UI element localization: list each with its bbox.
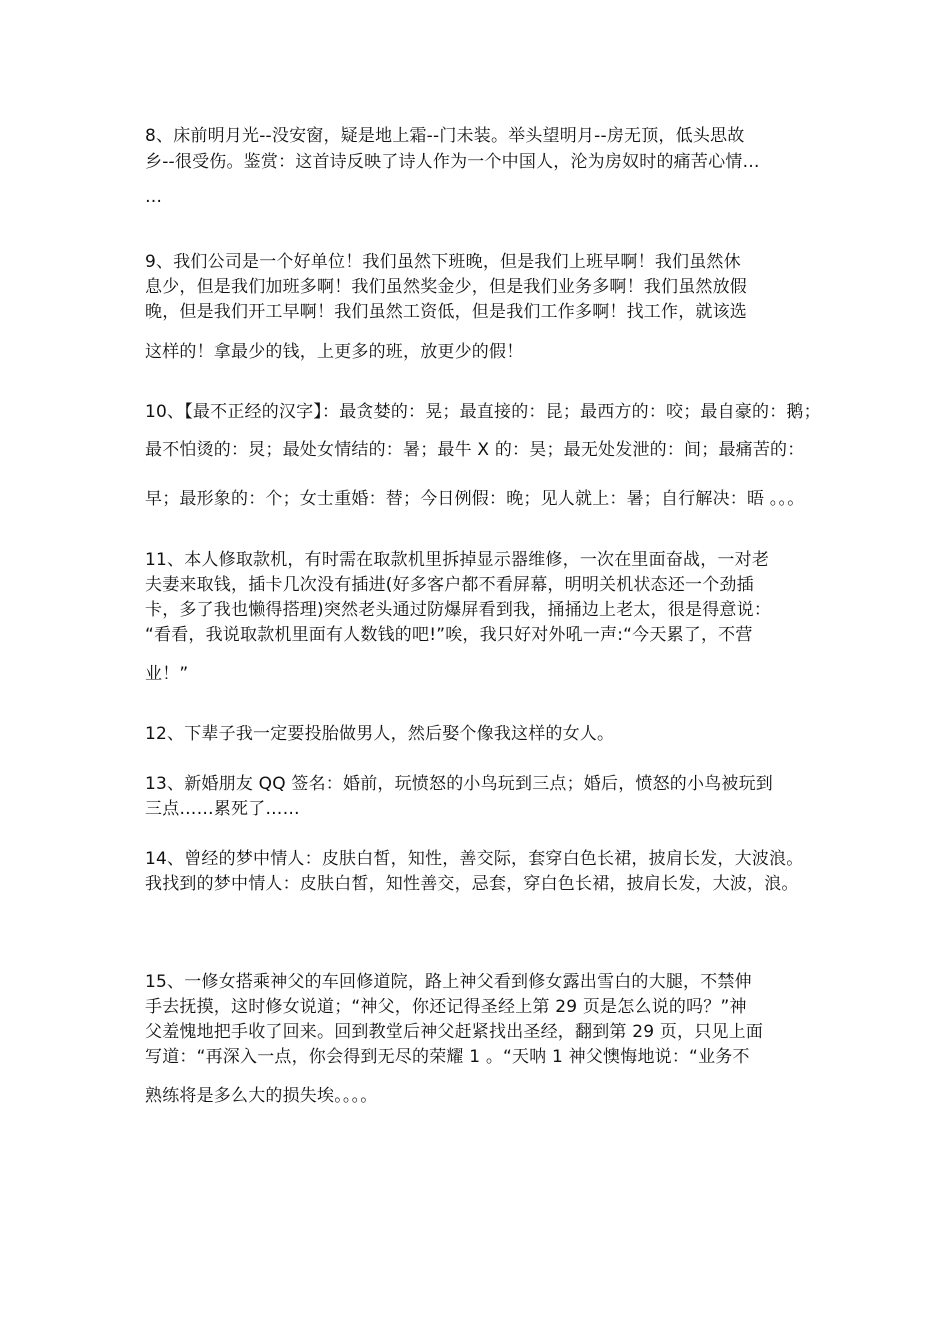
paragraph-line: 写道：“再深入一点，你会得到无尽的荣耀 1 。“天呐 1 神父懊悔地说：“业务不: [145, 1047, 750, 1067]
paragraph-line: 父羞愧地把手收了回来。回到教堂后神父赶紧找出圣经，翻到第 29 页，只见上面: [145, 1022, 764, 1042]
paragraph-line: 乡--很受伤。鉴赏：这首诗反映了诗人作为一个中国人，沦为房奴时的痛苦心情…: [145, 152, 760, 172]
paragraph-line: 15、一修女搭乘神父的车回修道院，路上神父看到修女露出雪白的大腿，不禁伸: [145, 972, 752, 992]
paragraph-line: 晚，但是我们开工早啊！我们虽然工资低，但是我们工作多啊！找工作，就该选: [145, 302, 747, 322]
paragraph-line: “看看，我说取款机里面有人数钱的吧!”唉，我只好对外吼一声:“今天累了，不营: [145, 625, 753, 645]
paragraph-line: 10、【最不正经的汉字】：最贪婪的：晃；最直接的：昆；最西方的：咬；最自豪的：鹅；: [145, 402, 821, 422]
paragraph-line: …: [145, 187, 163, 207]
paragraph-line: 最不怕烫的：炅；最处女情结的：暑；最牛 X 的：昊；最无处发泄的：间；最痛苦的：: [145, 440, 805, 460]
paragraph-line: 13、新婚朋友 QQ 签名：婚前，玩愤怒的小鸟玩到三点；婚后，愤怒的小鸟被玩到: [145, 774, 773, 794]
paragraph-line: 早；最形象的：个；女士重婚：替；今日例假：晚；见人就上：暑；自行解决：晤 。。。: [145, 489, 805, 509]
paragraph-line: 夫妻来取钱，插卡几次没有插进(好多客户都不看屏幕，明明关机状态还一个劲插: [145, 575, 754, 595]
paragraph-line: 11、本人修取款机，有时需在取款机里拆掉显示器维修，一次在里面奋战，一对老: [145, 550, 770, 570]
paragraph-line: 卡，多了我也懒得搭理)突然老头通过防爆屏看到我，捅捅边上老太，很是得意说：: [145, 600, 772, 620]
paragraph-line: 息少，但是我们加班多啊！我们虽然奖金少，但是我们业务多啊！我们虽然放假: [145, 277, 747, 297]
paragraph-line: 业！”: [145, 664, 189, 684]
paragraph-line: 三点……累死了……: [145, 799, 300, 819]
paragraph-line: 9、我们公司是一个好单位！我们虽然下班晚，但是我们上班早啊！我们虽然休: [145, 252, 741, 272]
paragraph-line: 8、床前明月光--没安窗，疑是地上霜--门未装。举头望明月--房无顶，低头思故: [145, 126, 745, 146]
paragraph-line: 熟练将是多么大的损失埃。。。。: [145, 1086, 378, 1106]
paragraph-line: 这样的！拿最少的钱，上更多的班，放更少的假！: [145, 342, 524, 362]
paragraph-line: 14、曾经的梦中情人：皮肤白皙，知性，善交际，套穿白色长裙，披肩长发，大波浪。: [145, 849, 804, 869]
paragraph-line: 手去抚摸，这时修女说道；“神父，你还记得圣经上第 29 页是怎么说的吗？”神: [145, 997, 747, 1017]
paragraph-line: 我找到的梦中情人：皮肤白皙，知性善交，忌套，穿白色长裙，披肩长发，大波，浪。: [145, 874, 799, 894]
paragraph-line: 12、下辈子我一定要投胎做男人，然后娶个像我这样的女人。: [145, 724, 615, 744]
